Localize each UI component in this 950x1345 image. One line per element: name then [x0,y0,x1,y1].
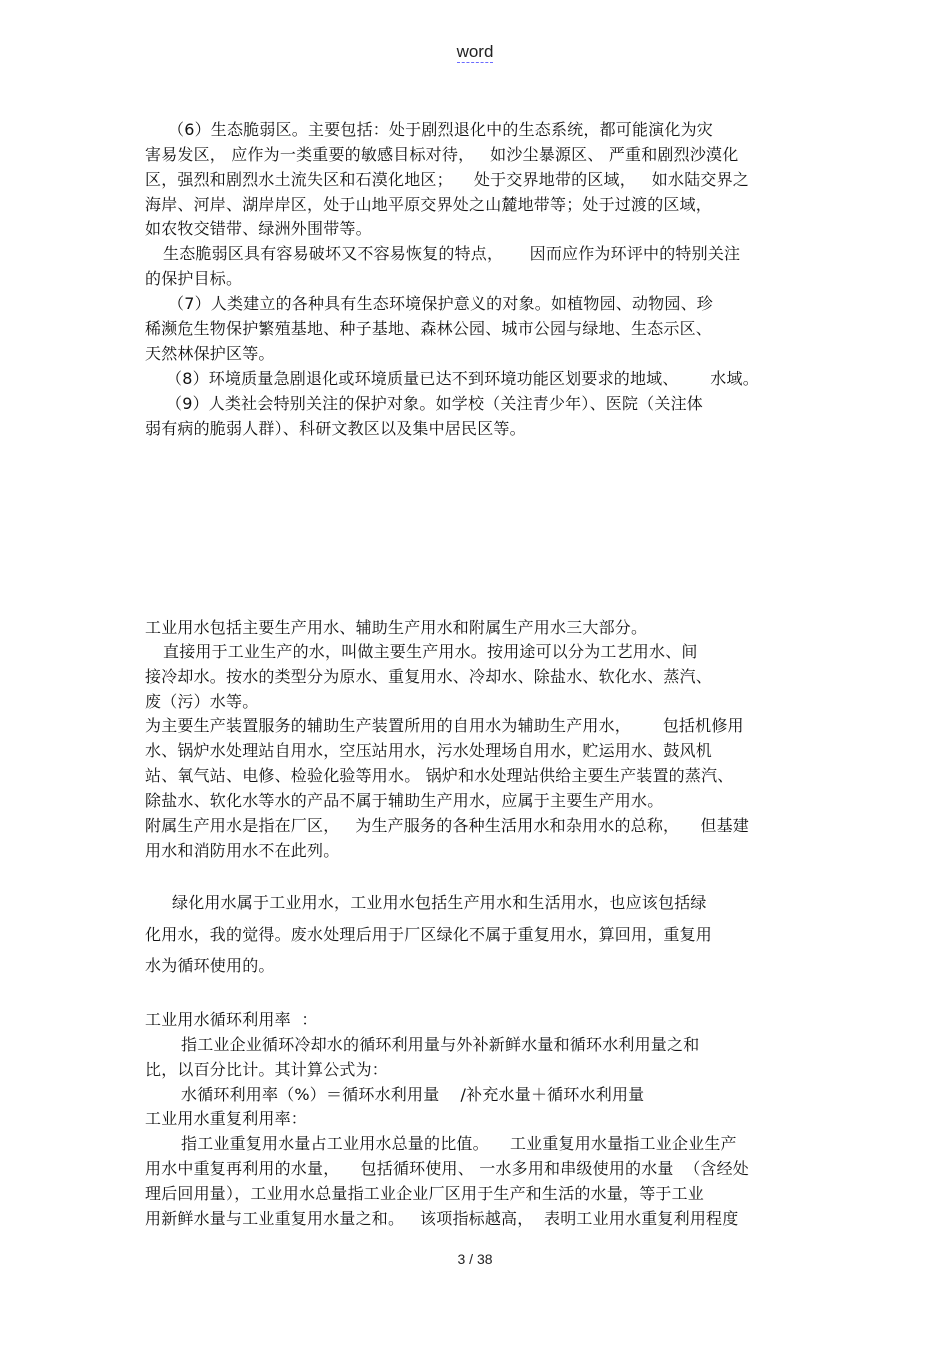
header-title: word [456,42,494,61]
text-line: 绿化用水属于工业用水，工业用水包括生产用水和生活用水，也应该包括绿 [172,893,707,912]
text-line: 水、锅炉水处理站自用水，空压站用水，污水处理场自用水，贮运用水、鼓风机 [145,741,713,760]
text-line: 接冷却水。按水的类型分为原水、重复用水、冷却水、除盐水、软化水、蒸汽、 [145,667,713,686]
text-line: 指工业重复用水量占工业用水总量的比值。 工业重复用水量指工业企业生产 [181,1134,737,1153]
page-header [0,42,950,62]
text-line: 除盐水、软化水等水的产品不属于辅助生产用水，应属于主要生产用水。 [145,791,664,810]
text-line: 害易发区， 应作为一类重要的敏感目标对待， 如沙尘暴源区、 严重和剧烈沙漠化 [145,145,739,164]
text-line: （7）人类建立的各种具有生态环境保护意义的对象。如植物园、动物园、珍 [168,294,713,313]
text-line: 站、氧气站、电修、检验化验等用水。 锅炉和水处理站供给主要生产装置的蒸汽、 [145,766,734,785]
text-line: 工业用水重复利用率： [145,1109,308,1128]
text-line: 化用水，我的觉得。废水处理后用于厂区绿化不属于重复用水，算回用，重复用 [145,925,713,944]
text-line: 用水和消防用水不在此列。 [145,841,340,860]
text-line: 附属生产用水是指在厂区， 为生产服务的各种生活用水和杂用水的总称， 但基建 [145,816,750,835]
text-line: 为主要生产装置服务的辅助生产装置所用的自用水为辅助生产用水， 包括机修用 [145,716,744,735]
text-line: （9）人类社会特别关注的保护对象。如学校（关注青少年）、医院（关注体 [166,394,703,413]
text-line: 海岸、河岸、湖岸岸区，处于山地平原交界处之山麓地带等；处于过渡的区域， [145,195,713,214]
text-line: 用新鲜水量与工业重复用水量之和。 该项指标越高， 表明工业用水重复利用程度 [145,1209,739,1228]
text-line: 如农牧交错带、绿洲外围带等。 [145,219,372,238]
text-line: 区，强烈和剧烈水土流失区和石漠化地区； 处于交界地带的区域， 如水陆交界之 [145,170,750,189]
text-line: （6）生态脆弱区。主要包括：处于剧烈退化中的生态系统，都可能演化为灾 [168,120,713,139]
text-line: 废（污）水等。 [145,692,259,711]
text-line: 指工业企业循环冷却水的循环利用量与外补新鲜水量和循环水利用量之和 [181,1035,700,1054]
text-line: 比，以百分比计。其计算公式为： [145,1060,389,1079]
formula-line: 水循环利用率（%）＝循环水利用量 /补充水量＋循环水利用量 [181,1085,645,1104]
text-line: 弱有病的脆弱人群）、科研文教区以及集中居民区等。 [145,419,526,438]
text-line: （8）环境质量急剧退化或环境质量已达不到环境功能区划要求的地域、 水域。 [166,369,759,388]
text-line: 直接用于工业生产的水，叫做主要生产用水。按用途可以分为工艺用水、间 [163,642,698,661]
text-line: 的保护目标。 [145,269,243,288]
text-line: 稀濒危生物保护繁殖基地、种子基地、森林公园、城市公园与绿地、生态示区、 [145,319,713,338]
text-line: 天然林保护区等。 [145,344,275,363]
text-line: 水为循环使用的。 [145,956,275,975]
page-number: 3 / 38 [457,1251,493,1267]
text-line: 理后回用量），工业用水总量指工业企业厂区用于生产和生活的水量，等于工业 [145,1184,705,1203]
text-line: 工业用水包括主要生产用水、辅助生产用水和附属生产用水三大部分。 [145,618,648,637]
text-line: 工业用水循环利用率 ： [145,1010,318,1029]
text-line: 用水中重复再利用的水量， 包括循环使用、 一水多用和串级使用的水量 （含经处 [145,1159,750,1178]
text-line: 生态脆弱区具有容易破坏又不容易恢复的特点， 因而应作为环评中的特别关注 [163,244,741,263]
